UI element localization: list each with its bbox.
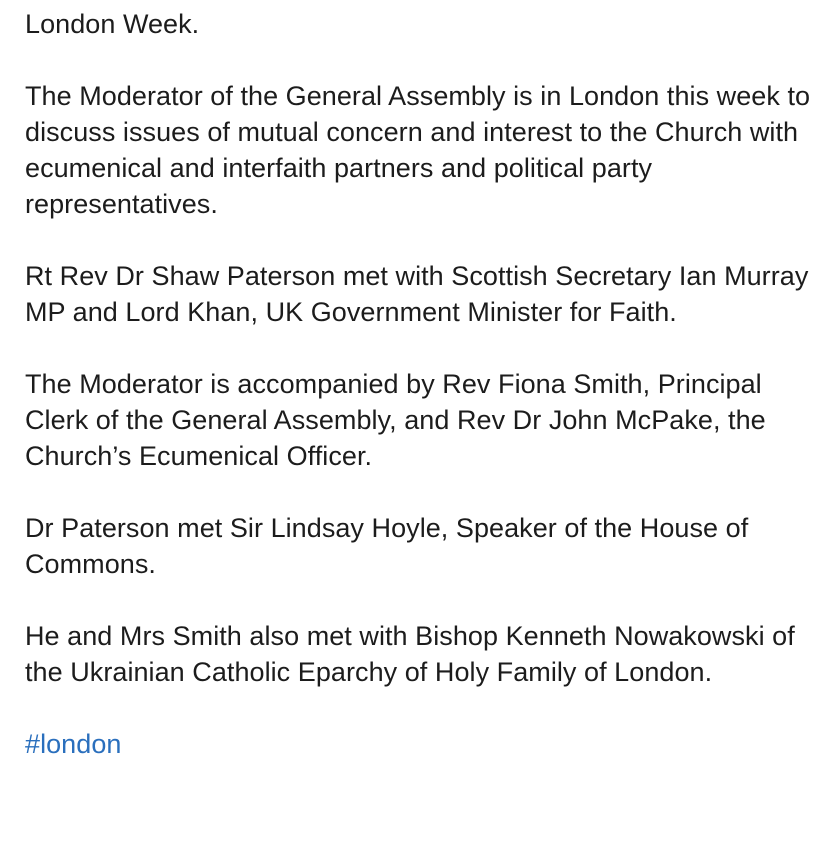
post-paragraph-meeting-hoyle: Dr Paterson met Sir Lindsay Hoyle, Speaker of the House of Commons. xyxy=(25,513,749,579)
post-paragraph-title: London Week. xyxy=(25,9,200,39)
post-paragraph-meeting-murray-khan: Rt Rev Dr Shaw Paterson met with Scottish Secretary Ian Murray MP and Lord Khan, UK Government Minister for Faith. xyxy=(25,261,809,327)
post-paragraph-intro: The Moderator of the General Assembly is in London this week to discuss issues of mutual concern and interest to the Church with ecumenical and interfaith partners and political party representatives. xyxy=(25,81,811,219)
post-paragraph-meeting-bishop: He and Mrs Smith also met with Bishop Kenneth Nowakowski of the Ukrainian Catholic Eparchy of Holy Family of London. xyxy=(25,621,795,687)
hashtag-line xyxy=(25,726,820,762)
post-body xyxy=(25,6,820,762)
hashtag-link[interactable]: #london xyxy=(25,729,122,759)
post-paragraph-accompanied-by: The Moderator is accompanied by Rev Fiona Smith, Principal Clerk of the General Assembly, and Rev Dr John McPake, the Church’s Ecumenical Officer. xyxy=(25,369,766,471)
